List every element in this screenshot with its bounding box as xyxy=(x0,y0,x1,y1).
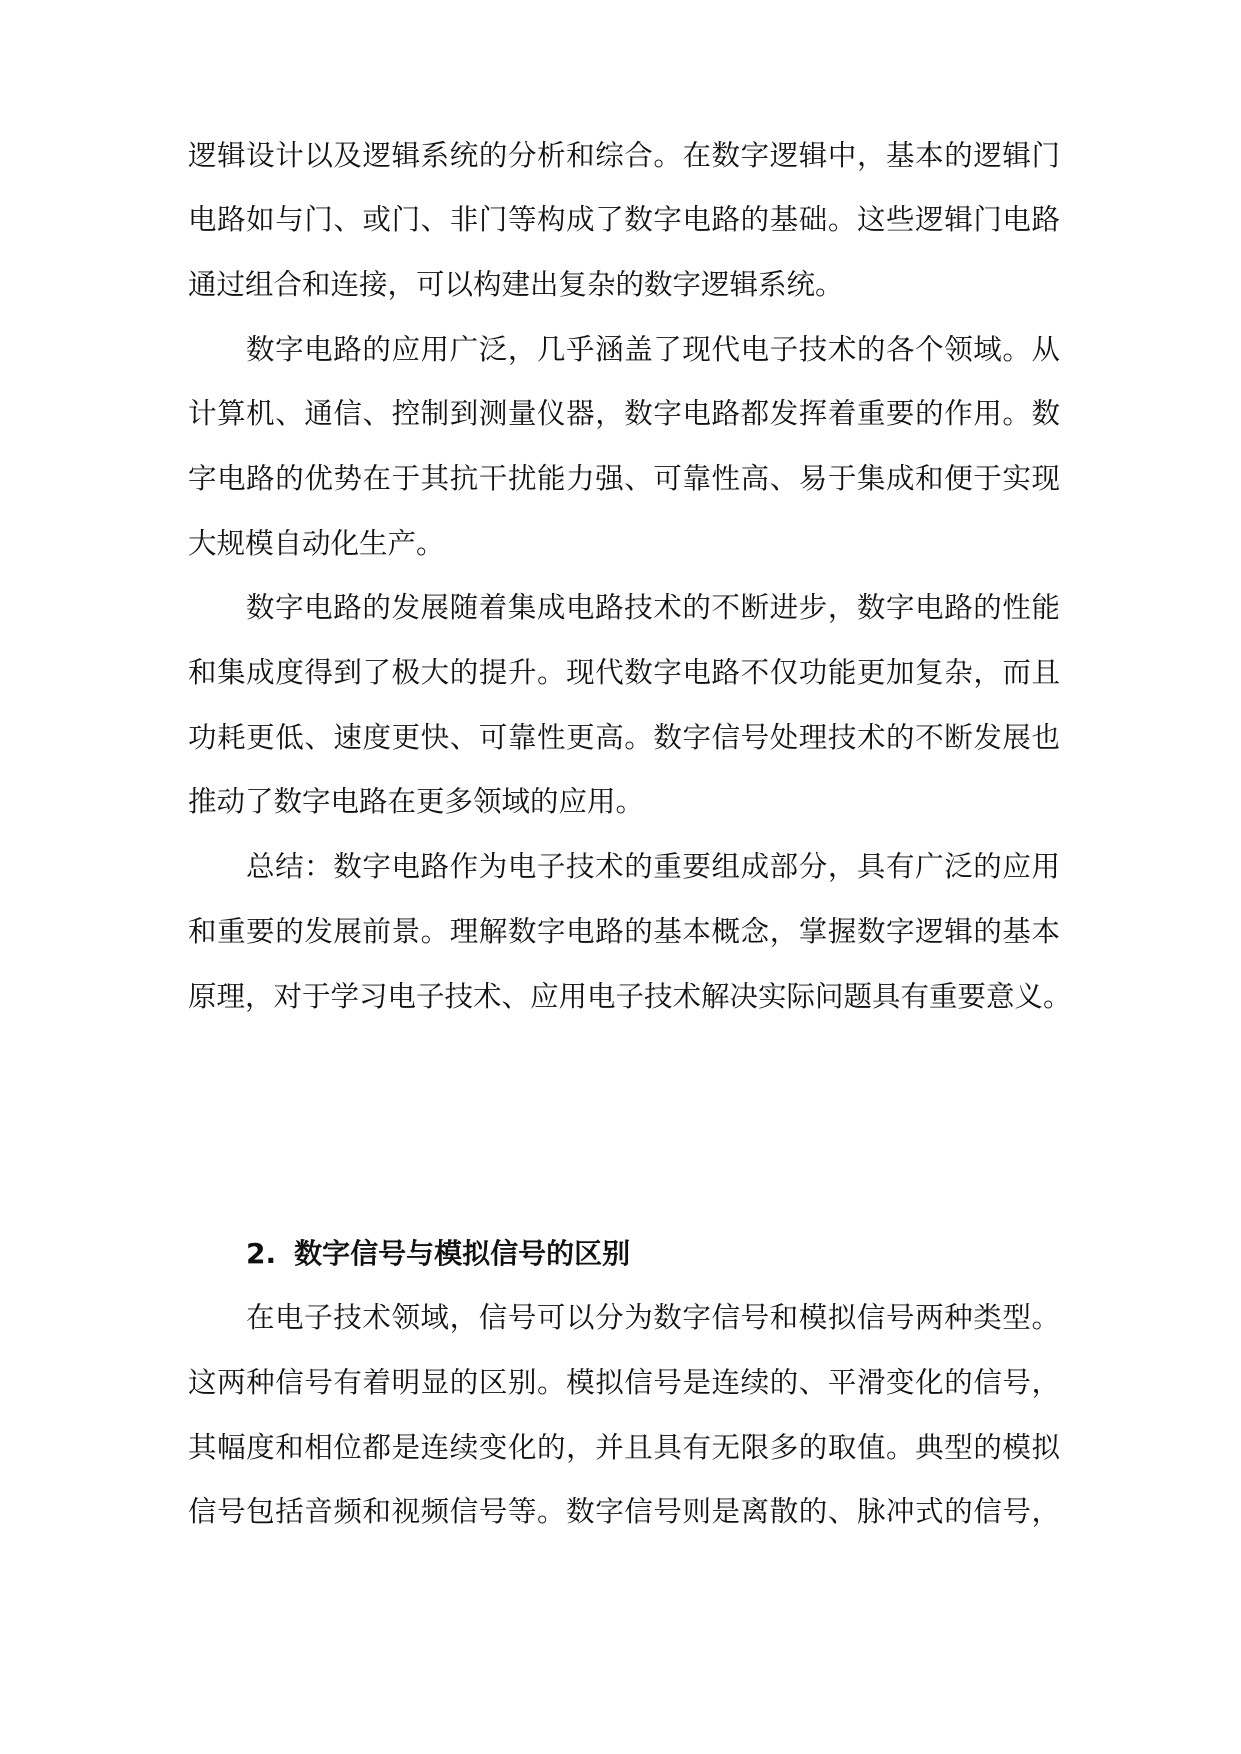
paragraph-line: 字电路的优势在于其抗干扰能力强、可靠性高、易于集成和便于实现 xyxy=(188,462,1060,495)
paragraph-line: 数字电路的发展随着集成电路技术的不断进步，数字电路的性能 xyxy=(246,591,1060,624)
section-heading xyxy=(246,1234,630,1274)
paragraph-line: 这两种信号有着明显的区别。模拟信号是连续的、平滑变化的信号， xyxy=(188,1366,1060,1399)
paragraph-line: 计算机、通信、控制到测量仪器，数字电路都发挥着重要的作用。数 xyxy=(188,397,1060,430)
paragraph-line: 信号包括音频和视频信号等。数字信号则是离散的、脉冲式的信号， xyxy=(188,1495,1060,1528)
paragraph-line: 大规模自动化生产。 xyxy=(188,527,445,560)
section-number: 2. xyxy=(246,1237,277,1270)
paragraph-line: 和重要的发展前景。理解数字电路的基本概念，掌握数字逻辑的基本 xyxy=(188,915,1060,948)
paragraph-line: 其幅度和相位都是连续变化的，并且具有无限多的取值。典型的模拟 xyxy=(188,1431,1060,1464)
paragraph-line: 逻辑设计以及逻辑系统的分析和综合。在数字逻辑中，基本的逻辑门 xyxy=(188,139,1060,172)
paragraph-line: 总结：数字电路作为电子技术的重要组成部分，具有广泛的应用 xyxy=(246,850,1060,883)
paragraph-line: 通过组合和连接，可以构建出复杂的数字逻辑系统。 xyxy=(188,268,844,301)
paragraph-line: 在电子技术领域，信号可以分为数字信号和模拟信号两种类型。 xyxy=(246,1301,1060,1334)
section-title: 数字信号与模拟信号的区别 xyxy=(294,1237,631,1270)
paragraph-line: 原理，对于学习电子技术、应用电子技术解决实际问题具有重要意义。 xyxy=(188,980,1072,1013)
paragraph-line: 数字电路的应用广泛，几乎涵盖了现代电子技术的各个领域。从 xyxy=(246,333,1060,366)
paragraph-line: 和集成度得到了极大的提升。现代数字电路不仅功能更加复杂，而且 xyxy=(188,656,1060,689)
paragraph-line: 功耗更低、速度更快、可靠性更高。数字信号处理技术的不断发展也 xyxy=(188,721,1060,754)
paragraph-line: 推动了数字电路在更多领域的应用。 xyxy=(188,785,645,818)
paragraph-line: 电路如与门、或门、非门等构成了数字电路的基础。这些逻辑门电路 xyxy=(188,203,1060,236)
